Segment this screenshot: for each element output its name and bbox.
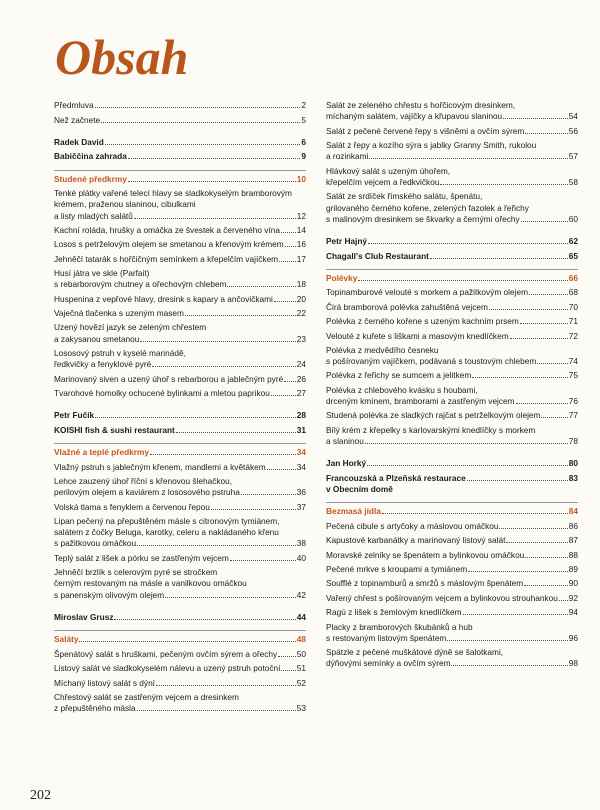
toc-leader-dots <box>278 649 296 657</box>
toc-entry-text: Chagall's Club Restaurant <box>326 250 429 261</box>
toc-entry-text: Petr Hajný <box>326 236 368 247</box>
toc-leader-dots <box>369 151 567 159</box>
toc-leader-dots <box>510 331 568 339</box>
toc-page-number: 68 <box>568 287 578 298</box>
toc-page-number: 75 <box>568 370 578 381</box>
toc-leader-dots <box>137 703 296 711</box>
toc-entry-text: Spätzle z pečené muškátové dýně se šalotkami, <box>326 647 504 658</box>
toc-leader-dots <box>165 590 296 598</box>
toc-entry-text: s pošírovaným vajíčkem, podávaná s toustovým chlebem <box>326 356 537 367</box>
toc-entry-text: salátem z čočky Beluga, karotky, celeru a nakládaného křenu <box>54 527 279 538</box>
toc-chef-entry[interactable] <box>326 236 578 247</box>
toc-chef-entry[interactable] <box>54 410 306 421</box>
toc-leader-dots <box>114 612 295 620</box>
toc-page-number: 27 <box>296 388 306 399</box>
toc-page-number: 60 <box>568 213 578 224</box>
section-divider <box>326 502 578 503</box>
toc-entry[interactable] <box>326 578 578 589</box>
toc-entry[interactable] <box>54 348 306 370</box>
toc-page-number: 14 <box>296 224 306 235</box>
toc-page-number: 54 <box>568 111 578 122</box>
toc-entry-text: KOISHI fish & sushi restaurant <box>54 424 175 435</box>
toc-spacer <box>54 399 306 407</box>
toc-leader-dots <box>537 356 567 364</box>
toc-page-number: 87 <box>568 535 578 546</box>
toc-entry-text: Polévka z černého kořene s uzeným kachním prsem <box>326 316 519 327</box>
toc-entry-text: Velouté z kuřete s liškami a masovým knedlíčkem <box>326 330 509 341</box>
toc-leader-dots <box>520 316 568 324</box>
toc-entry[interactable] <box>326 316 578 327</box>
toc-entry[interactable] <box>326 425 578 447</box>
toc-entry[interactable] <box>54 649 306 660</box>
toc-page-number: 2 <box>301 100 306 111</box>
toc-leader-dots <box>367 458 568 466</box>
toc-page-number: 53 <box>296 703 306 714</box>
toc-leader-dots <box>95 100 301 108</box>
toc-page-number: 20 <box>296 293 306 304</box>
toc-leader-dots <box>365 436 568 444</box>
toc-entry[interactable] <box>326 550 578 561</box>
toc-page-number: 18 <box>296 279 306 290</box>
toc-entry-text: s panenským olivovým olejem <box>54 589 165 600</box>
toc-entry-text: Saláty <box>54 634 79 645</box>
toc-leader-dots <box>150 447 296 455</box>
toc-entry-text: Míchaný listový salát s dýní <box>54 677 155 688</box>
toc-entry-text: Teplý salát z lišek a pórku se zastřeným vejcem <box>54 552 229 563</box>
toc-entry-text: Vlažné a teplé předkrmy <box>54 447 149 458</box>
toc-entry-text: v Obecním domě <box>326 484 393 495</box>
section-divider <box>54 170 306 171</box>
toc-entry-text: Salát z řepy a kozího sýra s jablky Granny Smith, rukolou <box>326 140 537 151</box>
toc-entry-text: Lipan pečený na přepuštěném másle s citronovým tymiánem, <box>54 516 280 526</box>
toc-page-number: 42 <box>296 589 306 600</box>
toc-chef-entry[interactable] <box>326 458 578 469</box>
toc-page-number: 96 <box>568 632 578 643</box>
toc-entry-text: z přepuštěného másla <box>54 703 136 714</box>
toc-entry-text: Lososový pstruh v kyselé marinádě, <box>54 348 186 359</box>
toc-entry[interactable] <box>326 191 578 225</box>
toc-leader-dots <box>468 564 568 572</box>
toc-entry-text: s malinovým dresinkem se škvarky a černými ořechy <box>326 213 520 224</box>
toc-entry[interactable] <box>54 115 306 126</box>
toc-leader-dots <box>128 174 296 182</box>
toc-entry-text: Jehněčí tatarák s hořčičným semínkem a křepelčím vajíčkem <box>54 253 279 264</box>
toc-section-heading[interactable] <box>326 273 578 284</box>
toc-leader-dots <box>79 634 295 642</box>
toc-leader-dots <box>525 550 567 558</box>
toc-spacer <box>326 225 578 233</box>
toc-chef-entry[interactable] <box>326 251 578 262</box>
toc-entry[interactable] <box>326 521 578 532</box>
toc-entry-text: ředkvičky a fenyklové pyré <box>54 359 152 370</box>
toc-entry-text: Polévka z chlebového kvásku s houbami, <box>326 384 478 395</box>
toc-leader-dots <box>279 254 296 262</box>
toc-leader-dots <box>176 425 296 433</box>
toc-entry-text: krémem, praženou slaninou, cibulkami <box>54 199 196 210</box>
toc-entry-text: Čirá bramborová polévka zahuštěná vejcem <box>326 301 488 312</box>
toc-page-number: 98 <box>568 658 578 669</box>
toc-page-number: 65 <box>568 250 578 261</box>
toc-entry-text: Listový salát ve sladkokyselém nálevu a uzený pstruh potoční <box>54 663 281 674</box>
toc-entry-text: Pečená cibule s artyčoky a máslovou omáčkou <box>326 520 499 531</box>
toc-page-number: 77 <box>568 410 578 421</box>
toc-leader-dots <box>284 374 296 382</box>
toc-leader-dots <box>489 302 568 310</box>
toc-entry-text: Topinamburové velouté s morkem a pažitkovým olejem <box>326 287 528 298</box>
toc-entry-text: Chřestový salát se zastřeným vejcem a dresinkem <box>54 691 239 702</box>
toc-spacer <box>326 447 578 455</box>
toc-page-number: 5 <box>301 114 306 125</box>
toc-entry-text: Husí játra ve skle (Parfait) <box>54 268 150 279</box>
toc-entry[interactable] <box>54 239 306 250</box>
toc-entry-text: dýňovými semínky a ovčím sýrem <box>326 658 451 669</box>
toc-entry-text: Huspenina z vepřové hlavy, dresink s kapary a ančovičkami <box>54 293 273 304</box>
toc-section-heading[interactable] <box>54 447 306 458</box>
toc-chef-entry[interactable] <box>326 473 578 495</box>
toc-leader-dots <box>499 521 567 529</box>
toc-entry[interactable] <box>54 322 306 344</box>
toc-section-heading[interactable] <box>326 506 578 517</box>
toc-entry[interactable] <box>326 166 578 188</box>
toc-leader-dots <box>467 473 568 481</box>
page-number: 202 <box>30 788 51 803</box>
toc-entry-text: Salát ze zeleného chřestu s hořčicovým dresinkem, <box>326 100 516 111</box>
toc-entry-text: Babiččina zahrada <box>54 151 127 162</box>
toc-page-number: 83 <box>568 472 578 483</box>
toc-entry-text: černým restovaným na másle a vanilkovou omáčkou <box>54 578 247 589</box>
toc-entry-text: s pažitkovou omáčkou <box>54 538 137 549</box>
toc-entry[interactable] <box>326 287 578 298</box>
toc-page-number: 37 <box>296 501 306 512</box>
toc-page-number: 23 <box>296 333 306 344</box>
section-divider <box>54 443 306 444</box>
toc-entry-text: Vařený chřest s pošírovaným vejcem a bylinkovou strouhankou <box>326 592 558 603</box>
toc-leader-dots <box>274 294 296 302</box>
toc-entry-text: Bílý krém z křepelky s karlovarskými knedlíčky s morkem <box>326 424 536 435</box>
toc-entry[interactable] <box>54 100 306 111</box>
toc-entry-text: Kachní roláda, hrušky a omáčka ze švestek a červeného vína <box>54 224 280 235</box>
toc-leader-dots <box>559 593 568 601</box>
toc-leader-dots <box>524 578 568 586</box>
toc-leader-dots <box>152 359 295 367</box>
toc-leader-dots <box>503 111 568 119</box>
toc-left-column <box>54 97 306 714</box>
toc-page-number: 34 <box>296 447 306 458</box>
toc-page-number: 51 <box>296 663 306 674</box>
toc-entry-text: grilovaného černého kořene, zelených fazolek a řeřichy <box>326 202 529 213</box>
toc-entry-text: Marinovaný siven a uzený úhoř s rebarborou a jablečným pyré <box>54 373 284 384</box>
toc-page-number: 62 <box>568 236 578 247</box>
toc-entry-text: perilovým olejem a kaviárem z lososového pstruha <box>54 487 240 498</box>
toc-entry[interactable] <box>326 370 578 381</box>
toc-leader-dots <box>440 177 567 185</box>
toc-page-number: 72 <box>568 330 578 341</box>
toc-page-number: 76 <box>568 396 578 407</box>
toc-entry[interactable] <box>54 567 306 601</box>
toc-entry-text: Bezmasá jídla <box>326 506 381 517</box>
toc-entry-text: Polévka z řeřichy se sumcem a jelitkem <box>326 370 472 381</box>
toc-page-number: 44 <box>296 611 306 622</box>
toc-entry-text: Ragú z lišek s žemlovým knedlíčkem <box>326 607 462 618</box>
toc-leader-dots <box>156 678 296 686</box>
toc-leader-dots <box>241 487 296 495</box>
toc-entry-text: a slaninou <box>326 436 364 447</box>
toc-page-number: 74 <box>568 356 578 367</box>
toc-page-number: 34 <box>296 461 306 472</box>
toc-entry[interactable] <box>54 268 306 290</box>
toc-entry[interactable] <box>326 535 578 546</box>
toc-leader-dots <box>128 151 301 159</box>
toc-leader-dots <box>541 410 567 418</box>
toc-leader-dots <box>271 388 296 396</box>
page-title: Obsah <box>55 29 189 85</box>
toc-entry-text: Miroslav Grusz <box>54 611 114 622</box>
toc-entry[interactable] <box>54 254 306 265</box>
toc-page-number: 52 <box>296 677 306 688</box>
section-divider <box>326 269 578 270</box>
toc-leader-dots <box>430 251 568 259</box>
toc-page-number: 36 <box>296 487 306 498</box>
toc-entry[interactable] <box>326 410 578 421</box>
toc-page-number: 78 <box>568 436 578 447</box>
toc-entry[interactable] <box>54 476 306 498</box>
toc-page-number: 88 <box>568 549 578 560</box>
toc-entry[interactable] <box>54 516 306 550</box>
toc-entry-text: Studené předkrmy <box>54 173 127 184</box>
toc-entry-text: Soufflé z topinamburů a smržů s máslovým špenátem <box>326 578 524 589</box>
toc-entry-text: Studená polévka ze sladkých rajčat s petrželkovým olejem <box>326 410 541 421</box>
toc-leader-dots <box>140 334 295 342</box>
toc-leader-dots <box>134 211 296 219</box>
toc-entry-text: Polévky <box>326 272 358 283</box>
toc-entry[interactable] <box>326 302 578 313</box>
toc-entry[interactable] <box>54 502 306 513</box>
toc-entry-text: Předmluva <box>54 100 94 111</box>
toc-page-number: 94 <box>568 607 578 618</box>
toc-entry-text: Uzený hovězí jazyk se zeleným chřestem <box>54 322 207 333</box>
toc-leader-dots <box>95 410 296 418</box>
toc-leader-dots <box>447 633 567 641</box>
toc-leader-dots <box>281 225 296 233</box>
section-divider <box>54 630 306 631</box>
toc-page-number: 22 <box>296 308 306 319</box>
toc-entry-text: a zakysanou smetanou <box>54 333 140 344</box>
toc-entry-text: Salát z pečené červené řepy s višněmi a ovčím sýrem <box>326 125 525 136</box>
toc-page-number: 70 <box>568 301 578 312</box>
toc-leader-dots <box>227 279 295 287</box>
toc-entry[interactable] <box>326 331 578 342</box>
toc-entry-text: Jehněčí brzlík s celerovým pyré se stročkem <box>54 567 218 578</box>
toc-entry[interactable] <box>326 126 578 137</box>
toc-leader-dots <box>451 658 567 666</box>
toc-entry-text: Petr Fučík <box>54 410 95 421</box>
toc-entry-text: s restovaným listovým špenátem <box>326 632 447 643</box>
toc-page-number: 57 <box>568 151 578 162</box>
toc-leader-dots <box>285 239 296 247</box>
toc-page-number: 31 <box>296 424 306 435</box>
toc-entry[interactable] <box>326 385 578 407</box>
toc-entry-text: Vlažný pstruh s jablečným křenem, mandlemi a květákem <box>54 461 266 472</box>
toc-leader-dots <box>185 308 296 316</box>
toc-section-heading[interactable] <box>54 174 306 185</box>
toc-leader-dots <box>506 535 567 543</box>
toc-page-number: 26 <box>296 373 306 384</box>
toc-entry[interactable] <box>54 294 306 305</box>
toc-entry-text: Radek David <box>54 136 104 147</box>
toc-page-number: 56 <box>568 125 578 136</box>
toc-leader-dots <box>463 607 568 615</box>
toc-page-number: 92 <box>568 592 578 603</box>
toc-leader-dots <box>211 502 296 510</box>
toc-leader-dots <box>358 273 567 281</box>
toc-entry-text: Volská tlama s fenyklem a červenou řepou <box>54 501 210 512</box>
toc-entry-text: Polévka z medvědího česneku <box>326 344 439 355</box>
toc-leader-dots <box>516 396 568 404</box>
toc-page-number: 12 <box>296 210 306 221</box>
toc-page-number: 58 <box>568 176 578 187</box>
toc-page-number: 66 <box>568 272 578 283</box>
toc-entry-text: Jan Horký <box>326 458 367 469</box>
toc-page-number: 80 <box>568 458 578 469</box>
toc-page-number: 71 <box>568 316 578 327</box>
toc-entry-text: a rozinkami <box>326 151 369 162</box>
toc-entry-text: Hlávkový salát s uzeným úhořem, <box>326 165 451 176</box>
toc-entry-text: křepelčím vejcem a ředkvičkou <box>326 176 440 187</box>
toc-chef-entry[interactable] <box>54 612 306 623</box>
toc-entry[interactable] <box>326 647 578 669</box>
toc-entry-text: Špenátový salát s hruškami, pečeným ovčím sýrem a ořechy <box>54 648 278 659</box>
toc-page-number: 9 <box>301 151 306 162</box>
toc-entry[interactable] <box>54 225 306 236</box>
toc-spacer <box>54 126 306 134</box>
toc-entry[interactable] <box>54 553 306 564</box>
toc-entry-text: Moravské zelníky se špenátem a bylinkovou omáčkou <box>326 549 525 560</box>
toc-entry-text: drceným kmínem, bramborami a zastřeným vejcem <box>326 396 515 407</box>
toc-leader-dots <box>525 126 567 134</box>
toc-entry-text: míchaným salátem, vajíčky a křupavou slaninou <box>326 111 503 122</box>
toc-section-heading[interactable] <box>54 634 306 645</box>
toc-entry-text: Lehce zauzený úhoř říční s křenovou šlehačkou, <box>54 476 233 487</box>
toc-entry[interactable] <box>54 663 306 674</box>
toc-leader-dots <box>230 553 296 561</box>
toc-page-number: 90 <box>568 578 578 589</box>
toc-right-column <box>326 97 578 670</box>
toc-leader-dots <box>105 137 301 145</box>
toc-page-number: 17 <box>296 253 306 264</box>
toc-page-number: 89 <box>568 564 578 574</box>
toc-entry-text: Kapustové karbanátky a marinovaný listový salát <box>326 535 506 546</box>
toc-page-number: 16 <box>296 239 306 250</box>
toc-page-number: 48 <box>296 634 306 645</box>
toc-entry[interactable] <box>326 607 578 618</box>
toc-entry[interactable] <box>54 388 306 399</box>
toc-leader-dots <box>368 236 568 244</box>
toc-entry[interactable] <box>54 462 306 473</box>
toc-page-number: 10 <box>296 173 306 184</box>
toc-entry[interactable] <box>326 100 578 122</box>
toc-entry-text: s rebarborovým chutney a ořechovým chlebem <box>54 279 227 290</box>
toc-entry[interactable] <box>54 374 306 385</box>
toc-entry[interactable] <box>326 140 578 162</box>
toc-leader-dots <box>472 370 568 378</box>
toc-page-number: 28 <box>296 410 306 421</box>
toc-entry-text: Losos s petrželovým olejem se smetanou a křenovým krémem <box>54 239 284 250</box>
toc-entry[interactable] <box>326 622 578 644</box>
toc-leader-dots <box>382 506 568 514</box>
toc-leader-dots <box>267 462 296 470</box>
toc-entry-text: Francouzská a Plzeňská restaurace <box>326 472 466 483</box>
toc-entry[interactable] <box>54 692 306 714</box>
toc-entry[interactable] <box>54 188 306 222</box>
toc-page-number: 86 <box>568 520 578 531</box>
toc-chef-entry[interactable] <box>54 151 306 162</box>
toc-entry-text: Tvarohové homolky ochucené bylinkami a mletou paprikou <box>54 388 270 399</box>
toc-page-number: 38 <box>296 538 306 549</box>
toc-page-number: 84 <box>568 506 578 517</box>
toc-entry[interactable] <box>326 564 578 575</box>
toc-page-number: 6 <box>301 136 306 147</box>
toc-entry-text: Pečené mrkve s kroupami a tymiánem <box>326 564 468 574</box>
toc-entry-text: Salát ze srdíček římského salátu, špenátu, <box>326 191 483 202</box>
toc-entry[interactable] <box>54 308 306 319</box>
toc-chef-entry[interactable] <box>54 425 306 436</box>
toc-page-number: 40 <box>296 552 306 563</box>
toc-entry[interactable] <box>54 678 306 689</box>
toc-entry-text: a listy mladých salátů <box>54 210 133 221</box>
toc-entry-text: Vaječná tlačenka s uzeným masem <box>54 308 184 319</box>
toc-entry[interactable] <box>326 345 578 367</box>
toc-leader-dots <box>521 214 568 222</box>
toc-page-number: 24 <box>296 359 306 370</box>
toc-entry-text: Placky z bramborových škubánků a hub <box>326 621 473 632</box>
toc-leader-dots <box>101 115 300 123</box>
toc-entry-text: Tenké plátky vařené telecí hlavy se sladkokyselým bramborovým <box>54 188 292 199</box>
toc-chef-entry[interactable] <box>54 137 306 148</box>
toc-leader-dots <box>281 663 295 671</box>
toc-page-number: 50 <box>296 648 306 659</box>
toc-spacer <box>54 601 306 609</box>
toc-leader-dots <box>137 538 296 546</box>
toc-leader-dots <box>529 287 568 295</box>
toc-entry-text: Než začnete <box>54 114 101 125</box>
toc-entry[interactable] <box>326 593 578 604</box>
